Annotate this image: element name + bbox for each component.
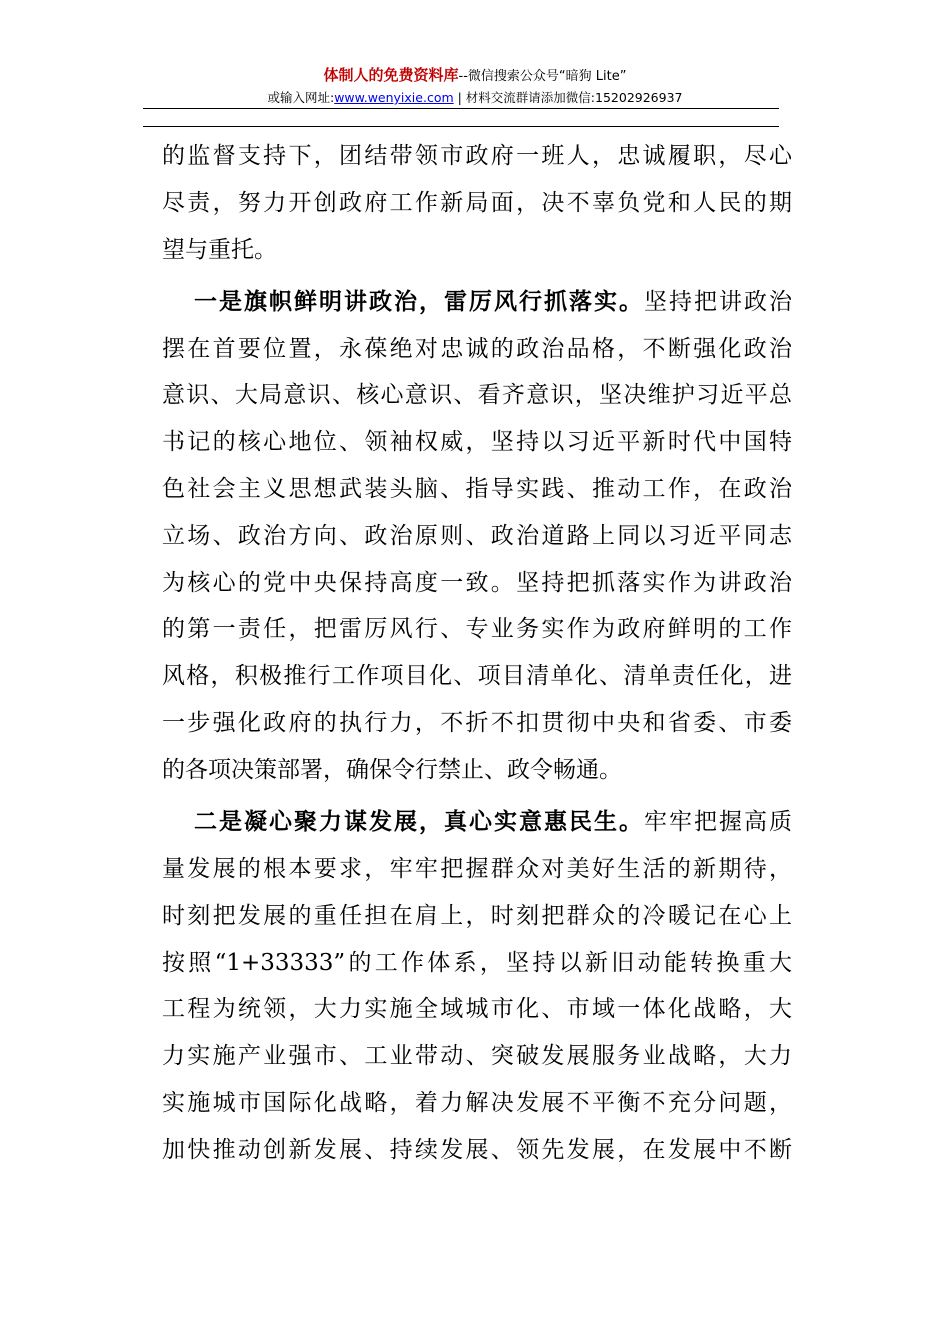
header-contact-line xyxy=(0,89,950,107)
text-line: 为核心的党中央保持高度一致。坚持把抓落实作为讲政治 xyxy=(162,569,792,596)
paragraph-heading: 二是凝心聚力谋发展，真心实意惠民生。 xyxy=(194,809,644,836)
text-line: 加快推动创新发展、持续发展、领先发展，在发展中不断 xyxy=(162,1136,792,1163)
text-line: 书记的核心地位、领袖权威，坚持以习近平新时代中国特 xyxy=(162,429,792,456)
header-tagline: --微信搜索公众号“暗狗 Lite” xyxy=(458,69,627,84)
text-line-first xyxy=(162,799,792,846)
text-line: 工程为统领，大力实施全域城市化、市域一体化战略，大 xyxy=(162,996,792,1023)
header-title-line xyxy=(0,64,950,88)
header-website-link[interactable]: www.wenyixie.com xyxy=(334,90,454,105)
text-line: 力实施产业强市、工业带动、突破发展服务业战略，大力 xyxy=(162,1043,792,1070)
header-divider-thin xyxy=(143,108,779,109)
text-line-rest: 坚持把讲政治 xyxy=(644,288,792,315)
text-line: 的第一责任，把雷厉风行、专业务实作为政府鲜明的工作 xyxy=(162,616,792,643)
text-line: 立场、政治方向、政治原则、政治道路上同以习近平同志 xyxy=(162,522,792,549)
text-line-rest: 牢牢把握高质 xyxy=(644,809,792,836)
paragraph-1 xyxy=(162,133,792,273)
text-line: 按照“1+33333”的工作体系，坚持以新旧动能转换重大 xyxy=(162,949,792,976)
header-brand: 体制人的免费资料库 xyxy=(323,66,459,84)
text-line: 尽责，努力开创政府工作新局面，决不辜负党和人民的期 xyxy=(162,189,792,216)
text-line: 时刻把发展的重任担在肩上，时刻把群众的冷暖记在心上 xyxy=(162,902,792,929)
paragraph-3 xyxy=(162,799,792,1173)
text-line-first xyxy=(162,279,792,326)
text-line: 的各项决策部署，确保令行禁止、政令畅通。 xyxy=(162,756,622,783)
text-line: 一步强化政府的执行力，不折不扣贯彻中央和省委、市委 xyxy=(162,710,792,737)
paragraph-heading: 一是旗帜鲜明讲政治，雷厉风行抓落实。 xyxy=(194,288,644,315)
document-body xyxy=(162,133,792,1174)
text-line: 实施城市国际化战略，着力解决发展不平衡不充分问题， xyxy=(162,1089,792,1116)
page-header xyxy=(0,64,950,107)
header-contact-suffix: | 材料交流群请添加微信:15202926937 xyxy=(453,90,683,105)
text-line: 意识、大局意识、核心意识、看齐意识，坚决维护习近平总 xyxy=(162,382,792,409)
text-line: 量发展的根本要求，牢牢把握群众对美好生活的新期待， xyxy=(162,855,792,882)
text-line: 的监督支持下，团结带领市政府一班人，忠诚履职，尽心 xyxy=(162,143,792,169)
paragraph-2 xyxy=(162,279,792,794)
header-divider-thick xyxy=(143,126,779,127)
text-line: 风格，积极推行工作项目化、项目清单化、清单责任化，进 xyxy=(162,663,792,690)
text-line: 望与重托。 xyxy=(162,236,277,263)
text-line: 摆在首要位置，永葆绝对忠诚的政治品格，不断强化政治 xyxy=(162,335,792,362)
header-url-prefix: 或输入网址: xyxy=(267,90,335,105)
text-line: 色社会主义思想武装头脑、指导实践、推动工作，在政治 xyxy=(162,476,792,503)
